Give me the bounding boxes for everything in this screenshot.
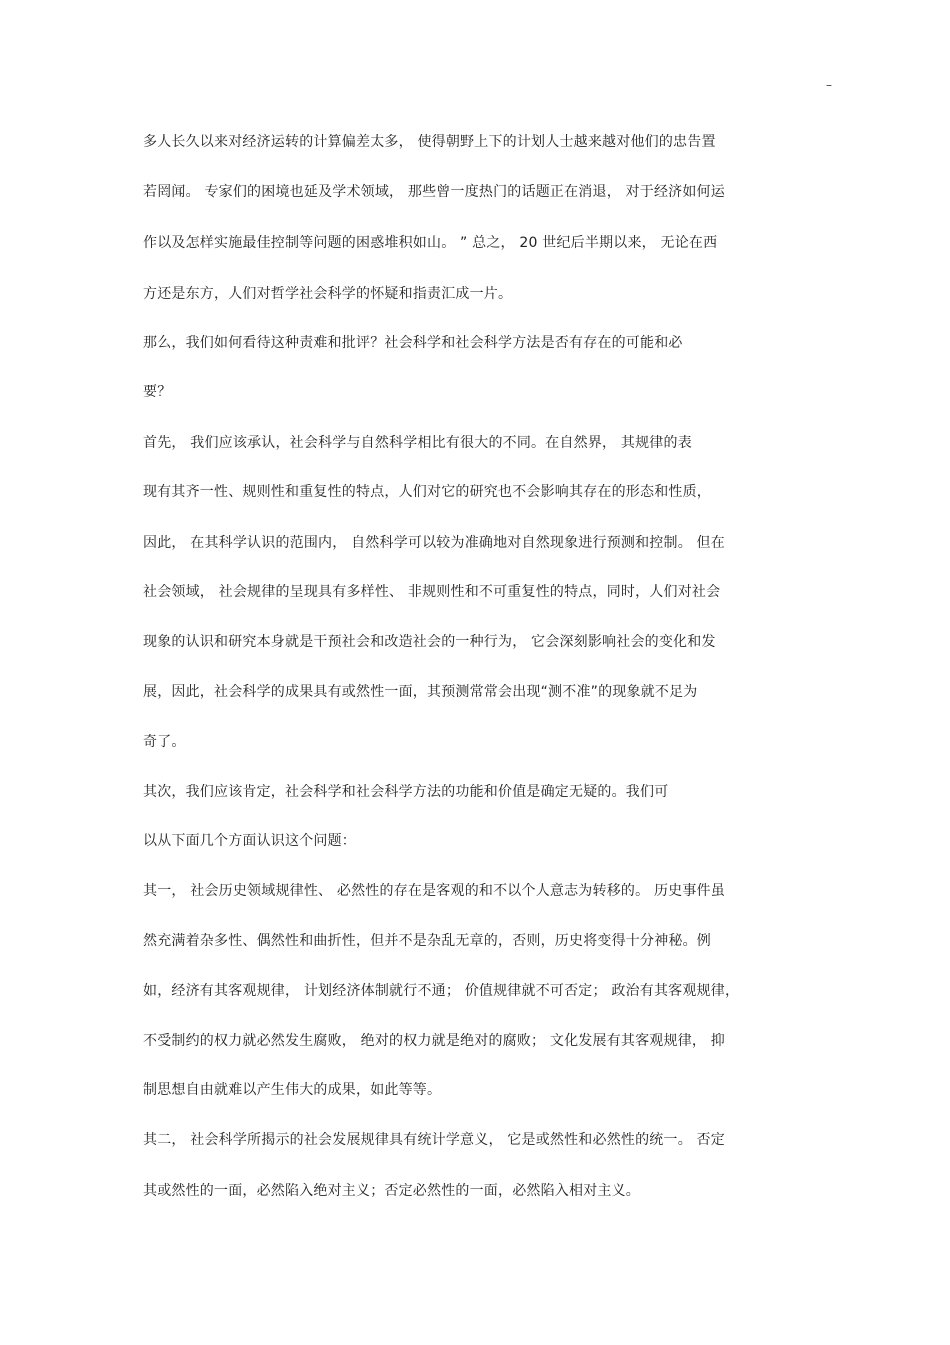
page-corner-mark: – <box>826 78 832 92</box>
text-line: 作以及怎样实施最佳控制等问题的困惑堆积如山。 ” 总之， 20 世纪后半期以来， 无论在西 <box>143 235 718 251</box>
text-line: 那么，我们如何看待这种责难和批评？社会科学和社会科学方法是否有存在的可能和必 <box>143 335 683 351</box>
text-line: 不受制约的权力就必然发生腐败， 绝对的权力就是绝对的腐败； 文化发展有其客观规律， 抑 <box>143 1033 725 1049</box>
text-line: 制思想自由就难以产生伟大的成果，如此等等。 <box>143 1082 442 1098</box>
text-line: 以从下面几个方面认识这个问题： <box>143 833 356 849</box>
text-line: 其或然性的一面，必然陷入绝对主义；否定必然性的一面，必然陷入相对主义。 <box>143 1183 640 1199</box>
text-line: 奇了。 <box>143 734 186 750</box>
text-line: 其次，我们应该肯定，社会科学和社会科学方法的功能和价值是确定无疑的。我们可 <box>143 784 669 800</box>
text-line: 若罔闻。 专家们的困境也延及学术领域， 那些曾一度热门的话题正在消退， 对于经济如何运 <box>143 184 725 200</box>
text-line: 如，经济有其客观规律， 计划经济体制就行不通； 价值规律就不可否定； 政治有其客观规律， <box>143 983 740 999</box>
text-line: 然充满着杂多性、偶然性和曲折性，但并不是杂乱无章的，否则，历史将变得十分神秘。例 <box>143 933 711 949</box>
text-line: 因此， 在其科学认识的范围内， 自然科学可以较为准确地对自然现象进行预测和控制。 但在 <box>143 535 725 551</box>
text-line: 展，因此，社会科学的成果具有或然性一面，其预测常常会出现“测不准”的现象就不足为 <box>143 684 698 700</box>
text-line: 要？ <box>143 384 172 400</box>
text-line: 其一， 社会历史领域规律性、 必然性的存在是客观的和不以个人意志为转移的。 历史事件虽 <box>143 883 725 899</box>
text-line: 其二， 社会科学所揭示的社会发展规律具有统计学意义， 它是或然性和必然性的统一。 否定 <box>143 1132 725 1148</box>
text-line: 现有其齐一性、规则性和重复性的特点，人们对它的研究也不会影响其存在的形态和性质， <box>143 484 711 500</box>
text-line: 首先， 我们应该承认，社会科学与自然科学相比有很大的不同。在自然界， 其规律的表 <box>143 435 692 451</box>
text-line: 多人长久以来对经济运转的计算偏差太多， 使得朝野上下的计划人士越来越对他们的忠告置 <box>143 134 716 150</box>
text-line: 方还是东方，人们对哲学社会科学的怀疑和指责汇成一片。 <box>143 286 513 302</box>
text-line: 社会领域， 社会规律的呈现具有多样性、 非规则性和不可重复性的特点，同时，人们对社会 <box>143 584 721 600</box>
text-line: 现象的认识和研究本身就是干预社会和改造社会的一种行为， 它会深刻影响社会的变化和发 <box>143 634 716 650</box>
